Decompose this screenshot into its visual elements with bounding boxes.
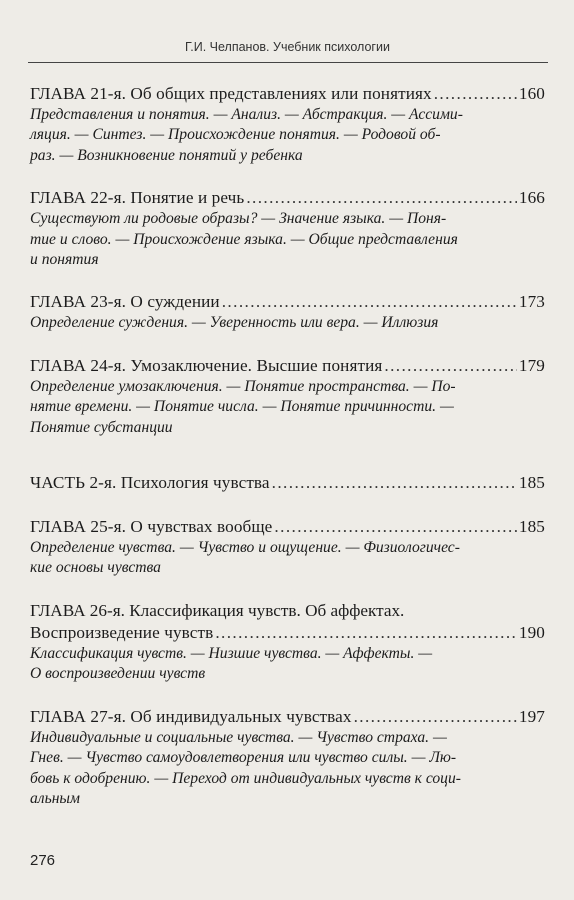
chapter-heading: [30, 83, 545, 105]
summary-line: Определение умозаключения. — Понятие пространства. — По-: [30, 377, 456, 395]
toc-entry-part-2: [30, 472, 545, 494]
chapter-summary: [30, 644, 545, 685]
dot-leader: [272, 472, 517, 494]
page-reference: 179: [518, 355, 545, 375]
chapter-heading: [30, 355, 545, 377]
dot-leader: [274, 516, 516, 538]
page-reference: 166: [518, 188, 545, 208]
chapter-summary: [30, 209, 545, 270]
chapter-title: ГЛАВА 23-я. О суждении: [30, 292, 220, 312]
chapter-title: ГЛАВА 22-я. Понятие и речь: [30, 188, 245, 208]
summary-line: Определение чувства. — Чувство и ощущение. — Физиологичес-: [30, 539, 460, 557]
part-heading: [30, 472, 545, 494]
chapter-heading: [30, 187, 545, 209]
page-reference: 185: [518, 473, 545, 493]
chapter-heading: [30, 291, 545, 313]
page-reference: 173: [518, 292, 545, 312]
summary-line: и понятия: [30, 251, 99, 269]
toc-entry-chapter-23: [30, 291, 545, 333]
chapter-title: ГЛАВА 27-я. Об индивидуальных чувствах: [30, 706, 352, 726]
running-header: Г.И. Челпанов. Учебник психологии: [185, 40, 390, 54]
summary-line: бовь к одобрению. — Переход от индивидуальных чувств к соци-: [30, 769, 461, 787]
dot-leader: [246, 187, 517, 209]
toc-entry-chapter-24: [30, 355, 545, 438]
summary-line: Индивидуальные и социальные чувства. — Чувство страха. —: [30, 728, 447, 746]
summary-line: Понятие субстанции: [30, 418, 173, 436]
summary-line: ляция. — Синтез. — Происхождение понятия. — Родовой об-: [30, 126, 441, 144]
chapter-title: ГЛАВА 25-я. О чувствах вообще: [30, 517, 273, 537]
chapter-summary: [30, 377, 545, 438]
summary-line: О воспроизведении чувств: [30, 665, 206, 683]
summary-line: Представления и понятия. — Анализ. — Абстракция. — Ассими-: [30, 106, 463, 123]
toc-entry-chapter-27: [30, 706, 545, 810]
page-reference: 160: [518, 84, 545, 103]
chapter-title-continued: Воспроизведение чувств: [30, 622, 214, 642]
dot-leader: [434, 83, 517, 105]
chapter-summary: [30, 538, 545, 579]
summary-line: нятие времени. — Понятие числа. — Понятие причинности. —: [30, 398, 454, 416]
chapter-summary: [30, 105, 545, 166]
page-reference: 190: [518, 622, 545, 642]
header-rule: [28, 62, 548, 63]
page-reference: 197: [518, 706, 545, 726]
part-title: ЧАСТЬ 2-я. Психология чувства: [30, 473, 270, 493]
summary-line: Определение суждения. — Уверенность или вера. — Иллюзия: [30, 314, 439, 332]
summary-line: Гнев. — Чувство самоудовлетворения или чувство силы. — Лю-: [30, 749, 457, 767]
chapter-heading: [30, 516, 545, 538]
toc-entry-chapter-22: [30, 187, 545, 270]
page-reference: 185: [518, 517, 545, 537]
summary-line: Существуют ли родовые образы? — Значение языка. — Поня-: [30, 210, 447, 228]
chapter-title: ГЛАВА 26-я. Классификация чувств. Об аффектах.: [30, 600, 405, 620]
summary-line: тие и слово. — Происхождение языка. — Общие представления: [30, 230, 458, 248]
chapter-title: ГЛАВА 21-я. Об общих представлениях или понятиях: [30, 84, 432, 103]
chapter-title: ГЛАВА 24-я. Умозаключение. Высшие понятия: [30, 355, 383, 375]
summary-line: кие основы чувства: [30, 559, 161, 577]
chapter-heading: [30, 706, 545, 728]
summary-line: Классификация чувств. — Низшие чувства. — Аффекты. —: [30, 644, 433, 662]
dot-leader: [222, 291, 517, 313]
dot-leader: [215, 622, 517, 644]
toc-entry-chapter-21: [30, 83, 545, 166]
summary-line: раз. — Возникновение понятий у ребенка: [30, 146, 303, 164]
chapter-summary: [30, 728, 545, 810]
table-of-contents: [30, 83, 545, 830]
dot-leader: [354, 706, 517, 728]
toc-entry-chapter-26: [30, 600, 545, 685]
page-number: 276: [30, 852, 56, 869]
summary-line: альным: [30, 789, 80, 807]
chapter-summary: [30, 313, 545, 333]
chapter-heading: [30, 622, 545, 644]
toc-entry-chapter-25: [30, 516, 545, 579]
dot-leader: [384, 355, 517, 377]
